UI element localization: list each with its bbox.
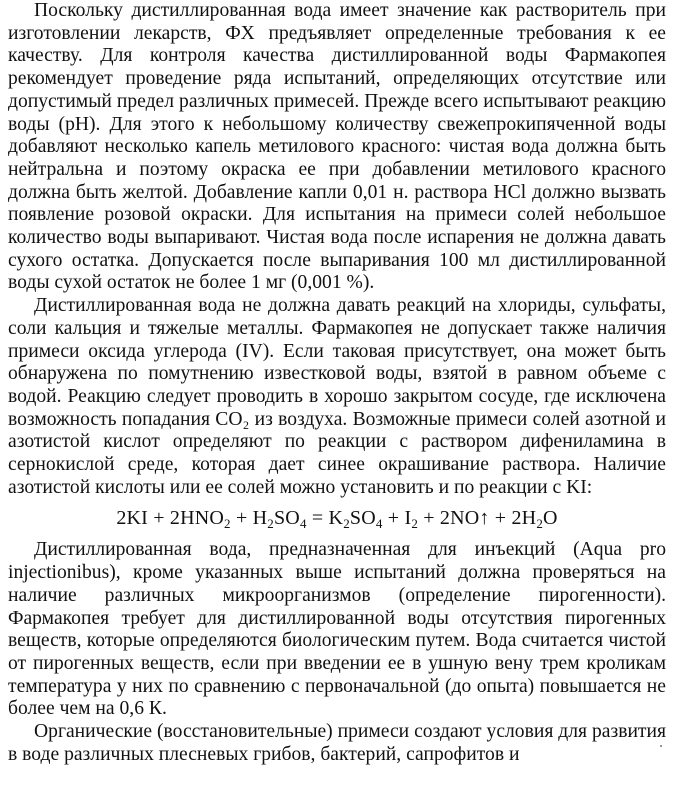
formula-subscript: 4: [375, 516, 383, 532]
formula-subscript: 2: [536, 516, 544, 532]
document-page: [8, 0, 666, 767]
paragraph-organic-impurities: Органические (восстановительные) примеси создают условия для развития в воде различных плесневых грибов, бактерий, сапрофитов и: [8, 721, 666, 765]
formula-subscript: 4: [299, 516, 307, 532]
formula-subscript: 2: [411, 516, 419, 532]
formula-part: = K: [306, 507, 344, 530]
formula-subscript: 2: [224, 516, 231, 532]
formula-subscript: 2: [267, 516, 274, 532]
formula-part: SO: [349, 507, 376, 530]
scan-speck: [660, 745, 662, 747]
formula-part: + H: [230, 507, 268, 530]
reaction-formula: [8, 503, 666, 533]
paragraph-water-quality: Поскольку дистиллированная вода имеет значение как растворитель при изготовлении лекарств, ФХ предъявляет определенные требования к ее качеству. Для контроля качества дистиллированной воды Фармакопея рекомендует проведение ряда испытаний, определяющих отсутствие или допустимый предел различных примесей. Прежде всего испытывают реакцию воды (pH). Для этого к небольшому количеству свежепрокипяченной воды добавляют несколько капель метилового красного: чистая вода должна быть нейтральна и поэтому окраска ее при добавлении метилового красного должна быть желтой. Добавление капли 0,01 н. раствора HCl должно вызвать появление розовой окраски. Для испытания на примеси солей небольшое количество воды выпаривают. Чистая вода после испарения не должна давать сухого остатка. Допускается после выпаривания 100 мл дистиллированной воды сухой остаток не более 1 мг (0,001 %).: [8, 0, 666, 294]
formula-part: SO: [273, 507, 300, 530]
formula-part: + 2NO↑ + 2H: [418, 507, 537, 530]
paragraph-injection-water: Дистиллированная вода, предназначенная для инъекций (Aqua pro injectionibus), кроме указанных выше испытаний должна проверяться на наличие различных микроорганизмов (определение пирогенности). Фармакопея требует для дистиллированной воды отсутствия пирогенных веществ, которые определяются биологическим путем. Вода считается чистой от пирогенных веществ, если при введении ее в ушную вену трем кроликам температура у них по сравнению с первоначальной (до опыта) повышается не более чем на 0,6 К.: [8, 539, 666, 720]
formula-part: + I: [382, 507, 412, 530]
formula-part: 2KI + 2HNO: [116, 507, 225, 530]
formula-subscript: 2: [343, 516, 350, 532]
formula-part: O: [543, 507, 558, 530]
paragraph-impurity-tests: Дистиллированная вода не должна давать реакций на хлориды, сульфаты, соли кальция и тяжелые металлы. Фармакопея не допускает также наличия примеси оксида углерода (IV). Если таковая присутствует, она может быть обнаружена по помутнению известковой воды, взятой в равном объеме с водой. Реакцию следует проводить в хорошо закрытом сосуде, где исключена возможность попадания CO₂ из воздуха. Возможные примеси солей азотной и азотистой кислот определяют по реакции с раствором дифениламина в сернокислой среде, которая дает синее окрашивание раствора. Наличие азотистой кислоты или ее солей можно установить и по реакции с KI:: [8, 295, 666, 498]
